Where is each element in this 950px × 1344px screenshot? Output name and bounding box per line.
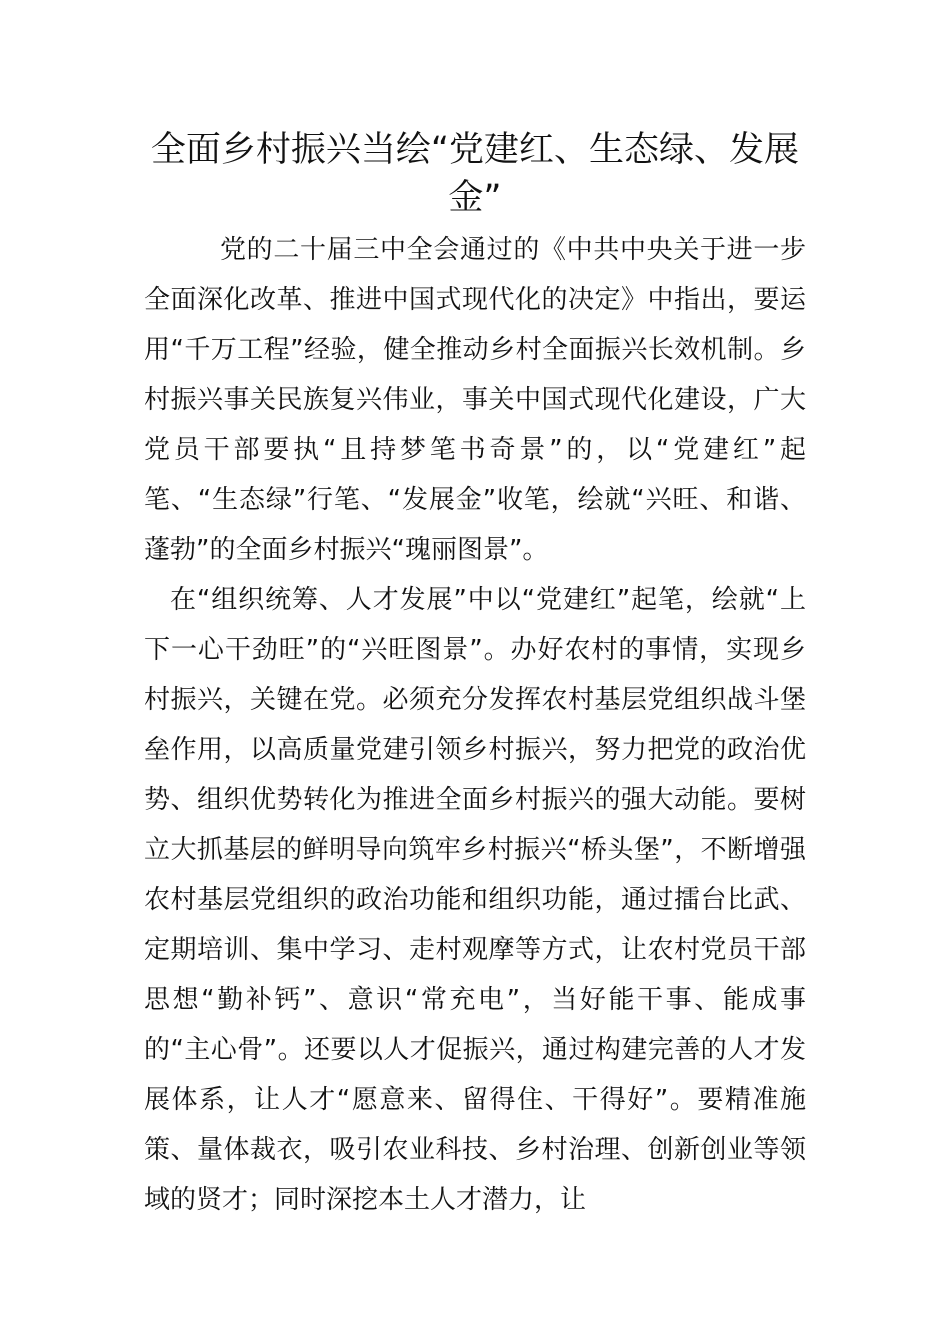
document-body — [144, 225, 806, 1225]
document-title: 全面乡村振兴当绘“党建红、生态绿、发展金” — [150, 130, 800, 218]
paragraph-1: 党的二十届三中全会通过的《中共中央关于进一步全面深化改革、推进中国式现代化的决定》中指出，要运用“千万工程”经验，健全推动乡村全面振兴长效机制。乡村振兴事关民族复兴伟业，事关中国式现代化建设，广大党员干部要执“且持梦笔书奇景”的，以“党建红”起笔、“生态绿”行笔、“发展金”收笔，绘就“兴旺、和谐、蓬勃”的全面乡村振兴“瑰丽图景”。 — [144, 235, 806, 565]
paragraph-2: 在“组织统筹、人才发展”中以“党建红”起笔，绘就“上下一心干劲旺”的“兴旺图景”。办好农村的事情，实现乡村振兴，关键在党。必须充分发挥农村基层党组织战斗堡垒作用，以高质量党建引领乡村振兴，努力把党的政治优势、组织优势转化为推进全面乡村振兴的强大动能。要树立大抓基层的鲜明导向筑牢乡村振兴“桥头堡”，不断增强农村基层党组织的政治功能和组织功能，通过擂台比武、定期培训、集中学习、走村观摩等方式，让农村党员干部思想“勤补钙”、意识“常充电”，当好能干事、能成事的“主心骨”。还要以人才促振兴，通过构建完善的人才发展体系，让人才“愿意来、留得住、干得好”。要精准施策、量体裁衣，吸引农业科技、乡村治理、创新创业等领域的贤才；同时深挖本土人才潜力，让 — [144, 585, 806, 1215]
